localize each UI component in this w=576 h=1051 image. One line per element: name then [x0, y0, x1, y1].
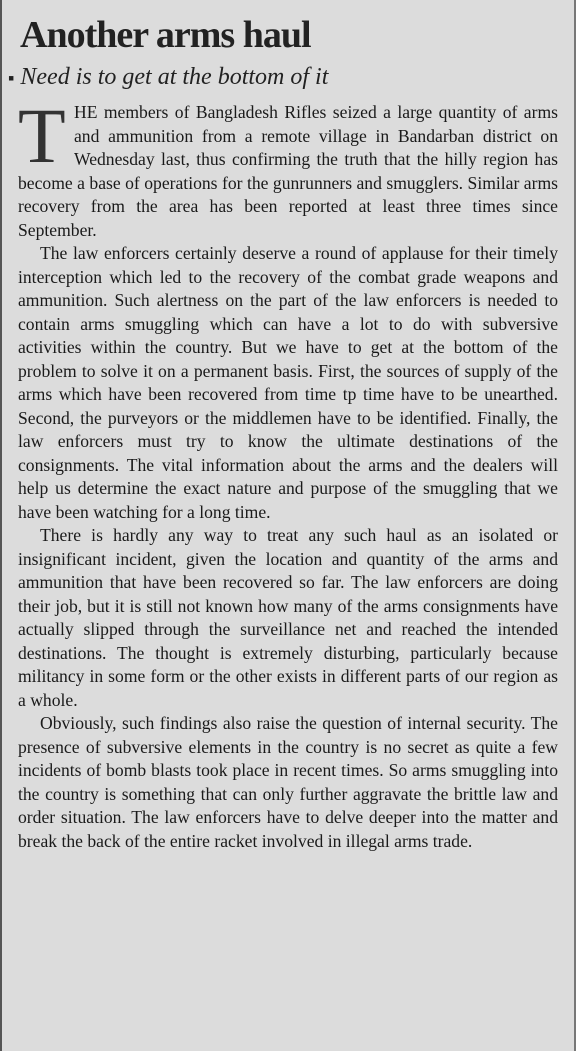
article-paragraph: There is hardly any way to treat any such haul as an isolated or insignificant incident, given the location and quantity of the arms and ammunition that have been recovered so far. The law enforcers are doing their job, but it is still not known how many of the arms consignments have actually slipped through the surveillance net and reached the intended destinations. The thought is extremely disturbing, particularly because militancy in some form or the other exists in different parts of our region as a whole.	[18, 525, 558, 710]
paragraph-text: HE members of Bangladesh Rifles seized a large quantity of arms and ammunition from a remote village in Bandarban district on Wednesday last, thus confirming the truth that the hilly region has become a base of operations for the gunrunners and smugglers. Similar arms recovery from the area has been reported at least three times since September.	[18, 102, 558, 240]
article-paragraph: Obviously, such findings also raise the question of internal security. The presence of subversive elements in the country is no secret as quite a few incidents of bomb blasts took place in recent times. So arms smuggling into the country is something that can only further aggravate the brittle law and order situation. The law enforcers have to delve deeper into the matter and break the back of the entire racket involved in illegal arms trade.	[18, 713, 558, 851]
drop-cap: T	[18, 92, 66, 179]
article-paragraph	[18, 92, 558, 242]
article-body	[18, 92, 558, 853]
bullet-icon: ▪	[8, 68, 15, 88]
article-paragraph: The law enforcers certainly deserve a round of applause for their timely interception which led to the recovery of the combat grade weapons and ammunition. Such alertness on the part of the law enforcers is needed to contain arms smuggling which can have a lot to do with subversive activities within the country. But we have to get at the bottom of the problem to solve it on a permanent basis. First, the sources of supply of the arms which have been recovered from time tp time have to be unearthed. Second, the purveyors or the middlemen have to be identified. Finally, the law enforcers must try to know the ultimate destinations of the consignments. The vital information about the arms and the dealers will help us determine the exact nature and purpose of the smuggling that we have been watching for a long time.	[18, 243, 558, 522]
subheadline-row	[8, 62, 328, 93]
headline: Another arms haul	[20, 14, 311, 56]
subheadline: Need is to get at the bottom of it	[20, 64, 329, 90]
